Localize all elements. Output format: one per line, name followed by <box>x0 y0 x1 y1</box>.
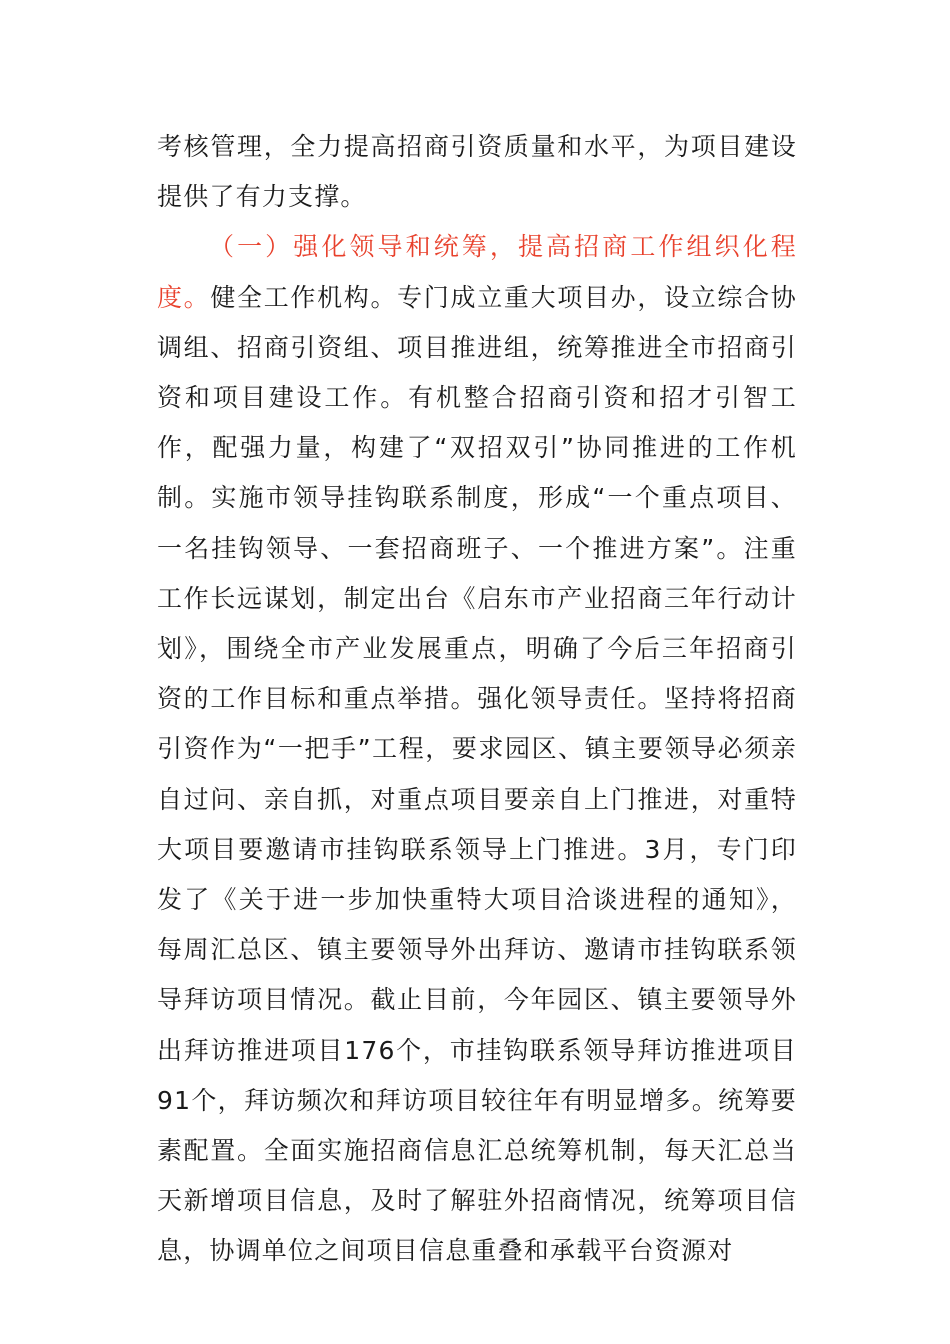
paragraph-continuation: 考核管理，全力提高招商引资质量和水平，为项目建设提供了有力支撑。 <box>157 132 797 212</box>
document-body <box>157 122 797 1277</box>
section-1-heading: （一）强化领导和统筹，提高招商工作组织化程度。 <box>157 232 797 312</box>
section-1-paragraph <box>157 222 797 1276</box>
section-1-body: 健全工作机构。专门成立重大项目办，设立综合协调组、招商引资组、项目推进组，统筹推进全市招商引资和项目建设工作。有机整合招商引资和招才引智工作，配强力量，构建了“双招双引”协同推进的工作机制。实施市领导挂钩联系制度，形成“一个重点项目、一名挂钩领导、一套招商班子、一个推进方案”。注重工作长远谋划，制定出台《启东市产业招商三年行动计划》，围绕全市产业发展重点，明确了今后三年招商引资的工作目标和重点举措。强化领导责任。坚持将招商引资作为“一把手”工程，要求园区、镇主要领导必须亲自过问、亲自抓，对重点项目要亲自上门推进，对重特大项目要邀请市挂钩联系领导上门推进。3月，专门印发了《关于进一步加快重特大项目洽谈进程的通知》，每周汇总区、镇主要领导外出拜访、邀请市挂钩联系领导拜访项目情况。截止目前，今年园区、镇主要领导外出拜访推进项目176个，市挂钩联系领导拜访推进项目91个，拜访频次和拜访项目较往年有明显增多。统筹要素配置。全面实施招商信息汇总统筹机制，每天汇总当天新增项目信息，及时了解驻外招商情况，统筹项目信息，协调单位之间项目信息重叠和承载平台资源对 <box>157 282 797 1266</box>
